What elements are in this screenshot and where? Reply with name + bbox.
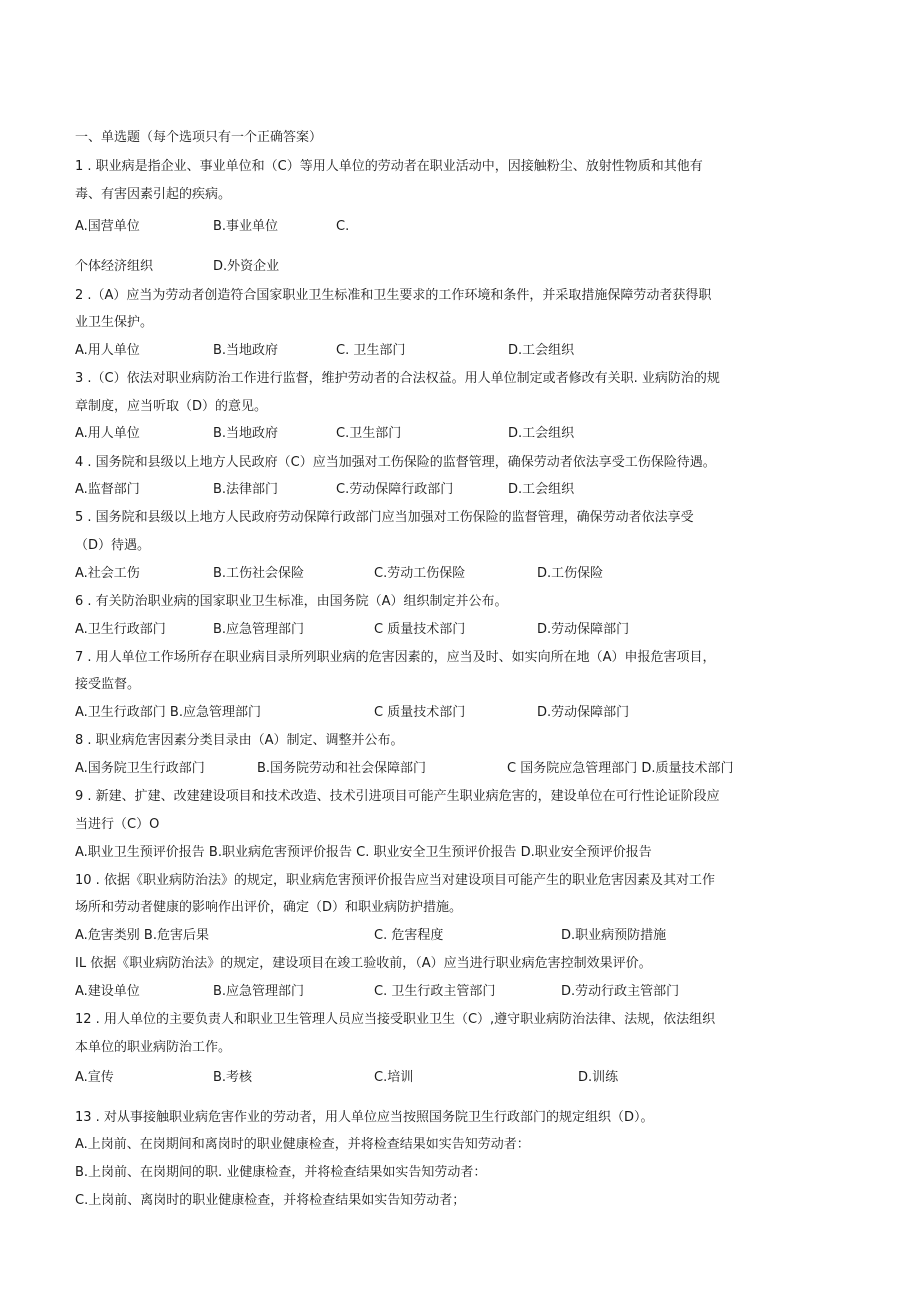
question-10-text-cont: 场所和劳动者健康的影响作出评价，确定（D）和职业病防护措施。: [75, 900, 463, 915]
option-b: B.当地政府: [213, 426, 279, 441]
option-b: B.法律部门: [213, 482, 279, 497]
question-5-options: [75, 564, 855, 584]
option-a: A.用人单位: [75, 426, 140, 441]
question-6-text: 6 . 有关防治职业病的国家职业卫生标准，由国务院（A）组织制定并公布。: [75, 594, 508, 609]
question-13-text: 13 . 对从事接触职业病危害作业的劳动者，用人单位应当按照国务院卫生行政部门的规定组织（D）。: [75, 1110, 654, 1125]
option-d: D.职业病预防措施: [561, 928, 667, 943]
question-1-options-cont: [75, 257, 855, 277]
question-2-text: 2 .（A）应当为劳动者创造符合国家职业卫生标准和卫生要求的工作环境和条件，并采取措施保障劳动者获得职: [75, 288, 712, 303]
option-a: A.监督部门: [75, 482, 140, 497]
option-d: D.外资企业: [213, 259, 280, 274]
option-b: B.事业单位: [213, 219, 279, 234]
option-d: D.劳动保障部门: [537, 705, 630, 720]
option-c: C.劳动保障行政部门: [336, 482, 454, 497]
option-c-text: 个体经济组织: [75, 259, 154, 274]
question-2-options: [75, 341, 855, 361]
question-5-text-cont: （D）待遇。: [75, 538, 151, 553]
question-9-text: 9 . 新建、扩建、改建建设项目和技术改造、技术引进项目可能产生职业病危害的，建设单位在可行性论证阶段应: [75, 789, 720, 804]
option-c: C. 卫生行政主管部门: [374, 984, 496, 999]
question-9-options: [75, 843, 855, 863]
question-10-text: 10 . 依据《职业病防治法》的规定，职业病危害预评价报告应当对建设项目可能产生的职业危害因素及其对工作: [75, 873, 715, 888]
question-12-options: [75, 1068, 855, 1088]
question-7-options: [75, 703, 855, 723]
option-a: A.建设单位: [75, 984, 140, 999]
question-1-text: 1 . 职业病是指企业、事业单位和（C）等用人单位的劳动者在职业活动中，因接触粉尘、放射性物质和其他有: [75, 159, 703, 174]
question-7-text: 7 . 用人单位工作场所存在职业病目录所列职业病的危害因素的，应当及时、如实向所在地（A）申报危害项目，: [75, 650, 716, 665]
option-a: A.国务院卫生行政部门: [75, 761, 205, 776]
option-a: A.国营单位: [75, 219, 140, 234]
option-c: C.培训: [374, 1070, 414, 1085]
question-3-options: [75, 424, 855, 444]
question-3-text: 3 .（C）依法对职业病防治工作进行监督，维护劳动者的合法权益。用人单位制定或者修改有关职. 业病防治的规: [75, 371, 720, 386]
question-8-options: [75, 759, 855, 779]
option-d: D.工伤保险: [537, 566, 604, 581]
option-c: C.劳动工伤保险: [374, 566, 466, 581]
question-13-option-c: C.上岗前、离岗时的职业健康检查，并将检查结果如实告知劳动者；: [75, 1193, 466, 1208]
question-11-text: IL 依据《职业病防治法》的规定，建设项目在竣工验收前，（A）应当进行职业病危害控制效果评价。: [75, 956, 652, 971]
option-a-b: A.卫生行政部门 B.应急管理部门: [75, 705, 261, 720]
question-9-text-cont: 当进行（C）O: [75, 817, 160, 832]
question-1-text-cont: 毒、有害因素引起的疾病。: [75, 187, 232, 202]
option-a: A.用人单位: [75, 343, 140, 358]
question-13-option-b: B.上岗前、在岗期间的职. 业健康检查，并将检查结果如实告知劳动者：: [75, 1165, 487, 1180]
section-heading: 一、单选题（每个选项只有一个正确答案）: [75, 130, 323, 145]
question-10-options: [75, 926, 855, 946]
option-d: D.工会组织: [508, 482, 575, 497]
question-7-text-cont: 接受监督。: [75, 677, 141, 692]
option-d: D.工会组织: [508, 426, 575, 441]
question-12-text: 12 . 用人单位的主要负责人和职业卫生管理人员应当接受职业卫生（C）,遵守职业病防治法律、法规，依法组织: [75, 1012, 716, 1027]
option-a: A.社会工伤: [75, 566, 140, 581]
question-6-options: [75, 620, 855, 640]
option-d: D.劳动保障部门: [537, 622, 630, 637]
question-5-text: 5 . 国务院和县级以上地方人民政府劳动保障行政部门应当加强对工伤保险的监督管理，确保劳动者依法享受: [75, 510, 694, 525]
option-b: B.应急管理部门: [213, 984, 305, 999]
option-c-d: C 国务院应急管理部门 D.质量技术部门: [507, 761, 734, 776]
option-c: C. 危害程度: [374, 928, 444, 943]
question-8-text: 8 . 职业病危害因素分类目录由（A）制定、调整并公布。: [75, 733, 404, 748]
option-d: D.工会组织: [508, 343, 575, 358]
question-3-text-cont: 章制度，应当听取（D）的意见。: [75, 399, 268, 414]
question-4-options: [75, 480, 855, 500]
option-b: B.国务院劳动和社会保障部门: [257, 761, 427, 776]
question-13-option-a: A.上岗前、在岗期间和离岗时的职业健康检查，并将检查结果如实告知劳动者：: [75, 1137, 530, 1152]
option-c: C 质量技术部门: [374, 705, 466, 720]
option-b: B.应急管理部门: [213, 622, 305, 637]
option-d: D.训练: [578, 1070, 619, 1085]
question-11-options: [75, 982, 855, 1002]
option-a-b-c-d: A.职业卫生预评价报告 B.职业病危害预评价报告 C. 职业安全卫生预评价报告 D.职业安全预评价报告: [75, 845, 652, 860]
option-c: C. 卫生部门: [336, 343, 406, 358]
option-a: A.卫生行政部门: [75, 622, 166, 637]
question-1-options: [75, 217, 855, 237]
question-4-text: 4 . 国务院和县级以上地方人民政府（C）应当加强对工伤保险的监督管理，确保劳动者依法享受工伤保险待遇。: [75, 455, 716, 470]
option-c: C.: [336, 219, 350, 234]
option-c: C.卫生部门: [336, 426, 402, 441]
option-d: D.劳动行政主管部门: [561, 984, 680, 999]
option-c: C 质量技术部门: [374, 622, 466, 637]
option-a-b: A.危害类别 B.危害后果: [75, 928, 209, 943]
option-b: B.工伤社会保险: [213, 566, 305, 581]
question-2-text-cont: 业卫生保护。: [75, 315, 154, 330]
option-a: A.宣传: [75, 1070, 114, 1085]
option-b: B.当地政府: [213, 343, 279, 358]
option-b: B.考核: [213, 1070, 253, 1085]
question-12-text-cont: 本单位的职业病防治工作。: [75, 1040, 232, 1055]
